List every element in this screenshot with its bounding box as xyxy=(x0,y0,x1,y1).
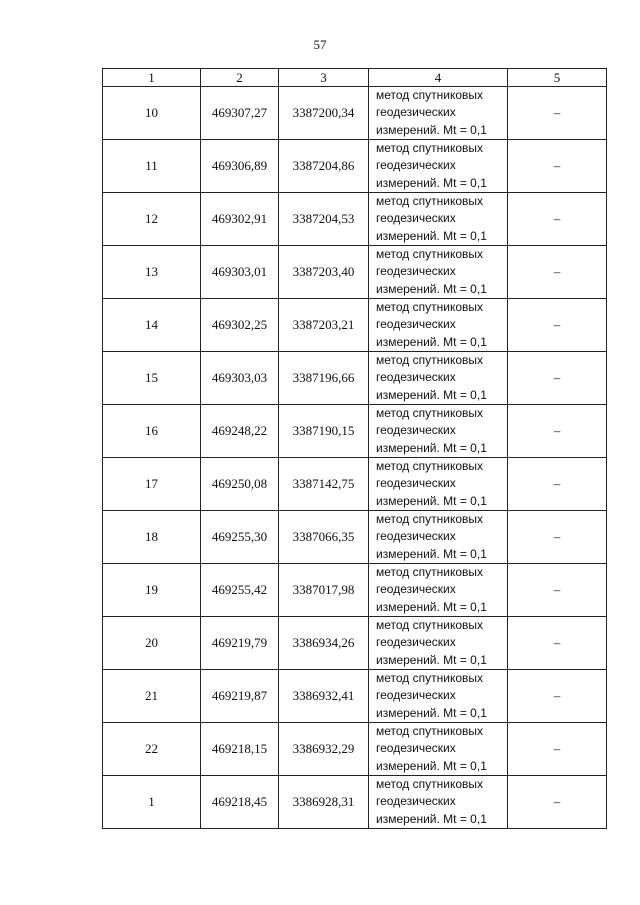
table-row xyxy=(103,352,607,405)
method-text-line: геодезических xyxy=(376,635,456,650)
table-header-row xyxy=(103,69,607,87)
table-row xyxy=(103,405,607,458)
column-header-2: 2 xyxy=(201,69,279,87)
point-number-cell: 21 xyxy=(103,670,201,723)
method-text-line: измерений. Mt = 0,1 xyxy=(376,334,487,349)
method-text-line: измерений. Mt = 0,1 xyxy=(376,122,487,137)
table-row xyxy=(103,776,607,829)
method-text-line: измерений. Mt = 0,1 xyxy=(376,546,487,561)
column-header-5: 5 xyxy=(508,69,607,87)
method-text-line: метод спутниковых xyxy=(376,459,484,474)
method-text-line: метод спутниковых xyxy=(376,300,484,315)
point-number-cell: 22 xyxy=(103,723,201,776)
x-coordinate-cell: 469306,89 xyxy=(201,140,279,193)
point-number-cell: 17 xyxy=(103,458,201,511)
method-cell xyxy=(369,670,508,723)
method-text-line: геодезических xyxy=(376,370,456,385)
method-text-line: измерений. Mt = 0,1 xyxy=(376,652,487,667)
column-header-4: 4 xyxy=(369,69,508,87)
y-coordinate-cell: 3387196,66 xyxy=(279,352,369,405)
method-cell xyxy=(369,458,508,511)
table-row xyxy=(103,670,607,723)
x-coordinate-cell: 469248,22 xyxy=(201,405,279,458)
point-number-cell: 12 xyxy=(103,193,201,246)
method-text-line: метод спутниковых xyxy=(376,194,484,209)
x-coordinate-cell: 469307,27 xyxy=(201,87,279,140)
y-coordinate-cell: 3387204,53 xyxy=(279,193,369,246)
method-text-line: измерений. Mt = 0,1 xyxy=(376,811,487,826)
method-text-line: геодезических xyxy=(376,741,456,756)
point-number-cell: 19 xyxy=(103,564,201,617)
method-text-line: измерений. Mt = 0,1 xyxy=(376,599,487,614)
y-coordinate-cell: 3386928,31 xyxy=(279,776,369,829)
x-coordinate-cell: 469255,42 xyxy=(201,564,279,617)
table-row xyxy=(103,617,607,670)
table-row xyxy=(103,140,607,193)
method-text-line: измерений. Mt = 0,1 xyxy=(376,281,487,296)
method-cell xyxy=(369,246,508,299)
y-coordinate-cell: 3387017,98 xyxy=(279,564,369,617)
method-text-line: измерений. Mt = 0,1 xyxy=(376,440,487,455)
y-coordinate-cell: 3387203,40 xyxy=(279,246,369,299)
x-coordinate-cell: 469302,91 xyxy=(201,193,279,246)
y-coordinate-cell: 3386934,26 xyxy=(279,617,369,670)
method-cell xyxy=(369,723,508,776)
point-number-cell: 18 xyxy=(103,511,201,564)
point-number-cell: 11 xyxy=(103,140,201,193)
point-number-cell: 16 xyxy=(103,405,201,458)
note-cell: – xyxy=(508,299,607,352)
y-coordinate-cell: 3387066,35 xyxy=(279,511,369,564)
table-row xyxy=(103,299,607,352)
method-text-line: геодезических xyxy=(376,158,456,173)
method-text-line: измерений. Mt = 0,1 xyxy=(376,387,487,402)
table-row xyxy=(103,193,607,246)
method-text-line: измерений. Mt = 0,1 xyxy=(376,493,487,508)
method-text-line: геодезических xyxy=(376,317,456,332)
note-cell: – xyxy=(508,723,607,776)
method-text-line: метод спутниковых xyxy=(376,88,484,103)
x-coordinate-cell: 469219,79 xyxy=(201,617,279,670)
y-coordinate-cell: 3387200,34 xyxy=(279,87,369,140)
x-coordinate-cell: 469250,08 xyxy=(201,458,279,511)
x-coordinate-cell: 469218,45 xyxy=(201,776,279,829)
method-text-line: измерений. Mt = 0,1 xyxy=(376,175,487,190)
point-number-cell: 14 xyxy=(103,299,201,352)
method-text-line: геодезических xyxy=(376,105,456,120)
method-text-line: измерений. Mt = 0,1 xyxy=(376,228,487,243)
x-coordinate-cell: 469218,15 xyxy=(201,723,279,776)
method-text-line: метод спутниковых xyxy=(376,777,484,792)
point-number-cell: 1 xyxy=(103,776,201,829)
method-text-line: метод спутниковых xyxy=(376,671,484,686)
x-coordinate-cell: 469303,03 xyxy=(201,352,279,405)
note-cell: – xyxy=(508,405,607,458)
table-row xyxy=(103,458,607,511)
point-number-cell: 15 xyxy=(103,352,201,405)
method-text-line: геодезических xyxy=(376,688,456,703)
y-coordinate-cell: 3387142,75 xyxy=(279,458,369,511)
method-text-line: метод спутниковых xyxy=(376,247,484,262)
method-cell xyxy=(369,352,508,405)
table-body xyxy=(103,87,607,829)
x-coordinate-cell: 469255,30 xyxy=(201,511,279,564)
method-text-line: геодезических xyxy=(376,529,456,544)
method-text-line: метод спутниковых xyxy=(376,724,484,739)
note-cell: – xyxy=(508,670,607,723)
point-number-cell: 10 xyxy=(103,87,201,140)
method-cell xyxy=(369,405,508,458)
note-cell: – xyxy=(508,458,607,511)
note-cell: – xyxy=(508,776,607,829)
method-text-line: измерений. Mt = 0,1 xyxy=(376,758,487,773)
method-text-line: геодезических xyxy=(376,211,456,226)
y-coordinate-cell: 3387204,86 xyxy=(279,140,369,193)
method-text-line: метод спутниковых xyxy=(376,565,484,580)
method-text-line: геодезических xyxy=(376,794,456,809)
method-text-line: метод спутниковых xyxy=(376,141,484,156)
note-cell: – xyxy=(508,564,607,617)
x-coordinate-cell: 469302,25 xyxy=(201,299,279,352)
method-text-line: геодезических xyxy=(376,264,456,279)
method-cell xyxy=(369,193,508,246)
method-text-line: метод спутниковых xyxy=(376,512,484,527)
method-cell xyxy=(369,299,508,352)
column-header-1: 1 xyxy=(103,69,201,87)
y-coordinate-cell: 3387203,21 xyxy=(279,299,369,352)
note-cell: – xyxy=(508,193,607,246)
table-row xyxy=(103,564,607,617)
method-cell xyxy=(369,511,508,564)
method-cell xyxy=(369,617,508,670)
method-cell xyxy=(369,140,508,193)
note-cell: – xyxy=(508,352,607,405)
note-cell: – xyxy=(508,246,607,299)
x-coordinate-cell: 469219,87 xyxy=(201,670,279,723)
coordinates-table xyxy=(102,68,607,829)
method-text-line: геодезических xyxy=(376,423,456,438)
method-text-line: метод спутниковых xyxy=(376,618,484,633)
table-row xyxy=(103,511,607,564)
y-coordinate-cell: 3386932,29 xyxy=(279,723,369,776)
method-cell xyxy=(369,564,508,617)
method-text-line: геодезических xyxy=(376,582,456,597)
note-cell: – xyxy=(508,511,607,564)
method-text-line: измерений. Mt = 0,1 xyxy=(376,705,487,720)
y-coordinate-cell: 3386932,41 xyxy=(279,670,369,723)
method-text-line: метод спутниковых xyxy=(376,406,484,421)
method-cell xyxy=(369,87,508,140)
note-cell: – xyxy=(508,140,607,193)
table-row xyxy=(103,87,607,140)
table-row xyxy=(103,723,607,776)
method-cell xyxy=(369,776,508,829)
column-header-3: 3 xyxy=(279,69,369,87)
point-number-cell: 20 xyxy=(103,617,201,670)
method-text-line: метод спутниковых xyxy=(376,353,484,368)
method-text-line: геодезических xyxy=(376,476,456,491)
x-coordinate-cell: 469303,01 xyxy=(201,246,279,299)
table-row xyxy=(103,246,607,299)
point-number-cell: 13 xyxy=(103,246,201,299)
page-number: 57 xyxy=(313,37,327,52)
note-cell: – xyxy=(508,617,607,670)
y-coordinate-cell: 3387190,15 xyxy=(279,405,369,458)
note-cell: – xyxy=(508,87,607,140)
